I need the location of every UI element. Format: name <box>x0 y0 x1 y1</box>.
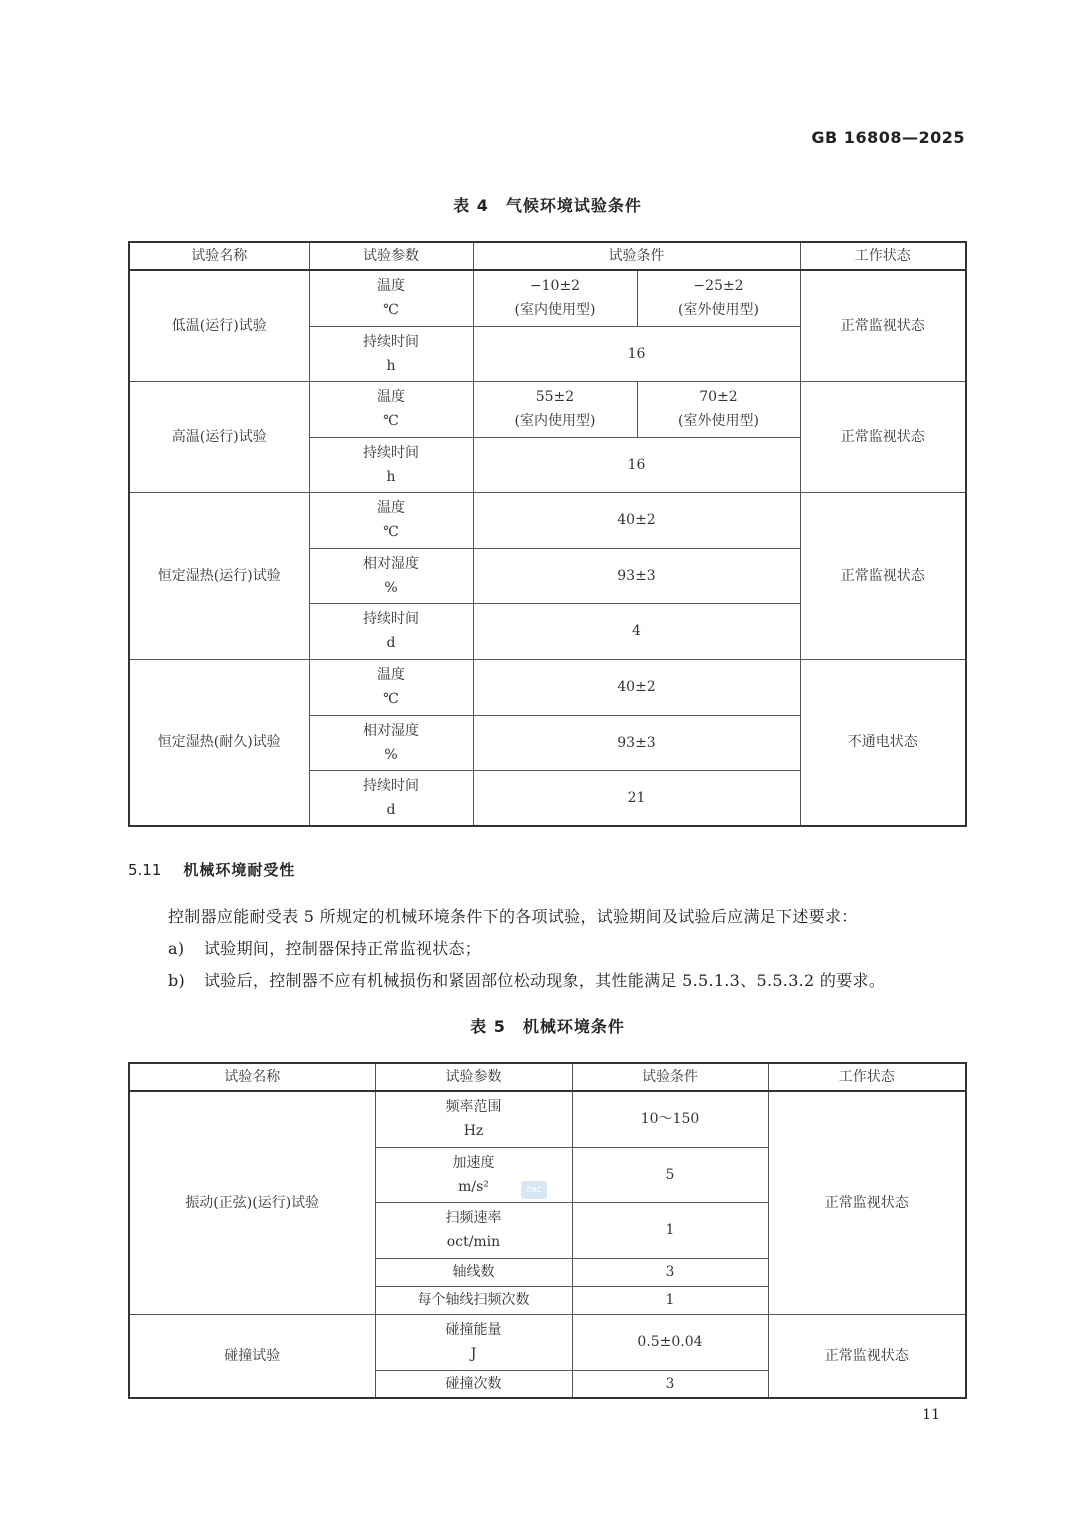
list-item-label: b) <box>168 971 186 990</box>
condition-cell: 3 <box>572 1370 768 1398</box>
condition-cell: 10～150 <box>572 1091 768 1147</box>
section-intro: 控制器应能耐受表 5 所规定的机械环境条件下的各项试验，试验期间及试验后应满足下述要求： <box>168 907 858 926</box>
condition-cell: 16 <box>473 326 800 381</box>
table-row <box>129 1091 966 1147</box>
work-state-cell: 正常监视状态 <box>800 381 966 492</box>
col-header-work-state: 工作状态 <box>800 242 966 270</box>
param-cell: 持续时间 h <box>309 326 473 381</box>
list-item-label: a) <box>168 939 185 958</box>
list-item <box>168 968 885 991</box>
work-state-cell: 正常监视状态 <box>800 270 966 381</box>
test-name-cell: 恒定湿热(运行)试验 <box>129 492 309 659</box>
param-cell: 相对湿度 % <box>309 548 473 603</box>
work-state-cell: 正常监视状态 <box>768 1314 966 1398</box>
param-cell: 持续时间 d <box>309 770 473 826</box>
table-row <box>129 381 966 437</box>
param-cell: 温度 ℃ <box>309 492 473 548</box>
table-header-row <box>129 1063 966 1091</box>
document-code: GB 16808—2025 <box>811 128 965 147</box>
condition-cell: 0.5±0.04 <box>572 1314 768 1370</box>
climate-test-table <box>128 241 967 827</box>
test-name-cell: 振动(正弦)(运行)试验 <box>129 1091 375 1314</box>
section-number: 5.11 <box>128 861 162 879</box>
test-name-cell: 恒定湿热(耐久)试验 <box>129 659 309 826</box>
param-cell: 温度 ℃ <box>309 381 473 437</box>
table4-caption: 表 4 气候环境试验条件 <box>453 196 642 215</box>
param-cell: 轴线数 <box>375 1258 572 1286</box>
list-item-text: 试验后，控制器不应有机械损伤和紧固部位松动现象，其性能满足 5.5.1.3、5.5.3.2 的要求。 <box>204 971 886 990</box>
test-name-cell: 高温(运行)试验 <box>129 381 309 492</box>
condition-cell: −25±2 (室外使用型) <box>637 270 800 326</box>
col-header-test-param: 试验参数 <box>375 1063 572 1091</box>
condition-cell: 40±2 <box>473 492 800 548</box>
param-cell: 温度 ℃ <box>309 659 473 715</box>
section-title: 机械环境耐受性 <box>183 861 296 879</box>
mechanical-test-table <box>128 1062 967 1399</box>
param-cell: 加速度 m/s² <box>375 1147 572 1202</box>
test-name-cell: 低温(运行)试验 <box>129 270 309 381</box>
condition-cell: 40±2 <box>473 659 800 715</box>
list-item-text: 试验期间，控制器保持正常监视状态； <box>204 939 482 958</box>
param-cell: 温度 ℃ <box>309 270 473 326</box>
col-header-test-param: 试验参数 <box>309 242 473 270</box>
section-heading <box>128 859 295 880</box>
param-cell: 每个轴线扫频次数 <box>375 1286 572 1314</box>
param-cell: 频率范围 Hz <box>375 1091 572 1147</box>
param-cell: 持续时间 d <box>309 603 473 659</box>
col-header-test-name: 试验名称 <box>129 242 309 270</box>
condition-cell: 1 <box>572 1286 768 1314</box>
table-row <box>129 270 966 326</box>
page-number: 11 <box>922 1407 940 1423</box>
col-header-work-state: 工作状态 <box>768 1063 966 1091</box>
work-state-cell: 正常监视状态 <box>768 1091 966 1314</box>
table5-caption: 表 5 机械环境条件 <box>470 1017 625 1036</box>
param-cell: 扫频速率 oct/min <box>375 1202 572 1258</box>
condition-cell: 55±2 (室内使用型) <box>473 381 637 437</box>
param-cell: 碰撞能量 J <box>375 1314 572 1370</box>
condition-cell: 70±2 (室外使用型) <box>637 381 800 437</box>
table-row <box>129 492 966 548</box>
col-header-test-condition: 试验条件 <box>473 242 800 270</box>
condition-cell: 93±3 <box>473 715 800 770</box>
condition-cell: 5 <box>572 1147 768 1202</box>
list-item <box>168 936 481 959</box>
condition-cell: 4 <box>473 603 800 659</box>
condition-cell: 21 <box>473 770 800 826</box>
param-cell: 持续时间 h <box>309 437 473 492</box>
table-header-row <box>129 242 966 270</box>
col-header-test-name: 试验名称 <box>129 1063 375 1091</box>
condition-cell: −10±2 (室内使用型) <box>473 270 637 326</box>
condition-cell: 3 <box>572 1258 768 1286</box>
param-cell: 碰撞次数 <box>375 1370 572 1398</box>
condition-cell: 1 <box>572 1202 768 1258</box>
param-cell: 相对湿度 % <box>309 715 473 770</box>
table-row <box>129 659 966 715</box>
work-state-cell: 正常监视状态 <box>800 492 966 659</box>
condition-cell: 93±3 <box>473 548 800 603</box>
test-name-cell: 碰撞试验 <box>129 1314 375 1398</box>
condition-cell: 16 <box>473 437 800 492</box>
col-header-test-condition: 试验条件 <box>572 1063 768 1091</box>
table-row <box>129 1314 966 1370</box>
work-state-cell: 不通电状态 <box>800 659 966 826</box>
watermark-logo: CNC <box>521 1181 547 1199</box>
